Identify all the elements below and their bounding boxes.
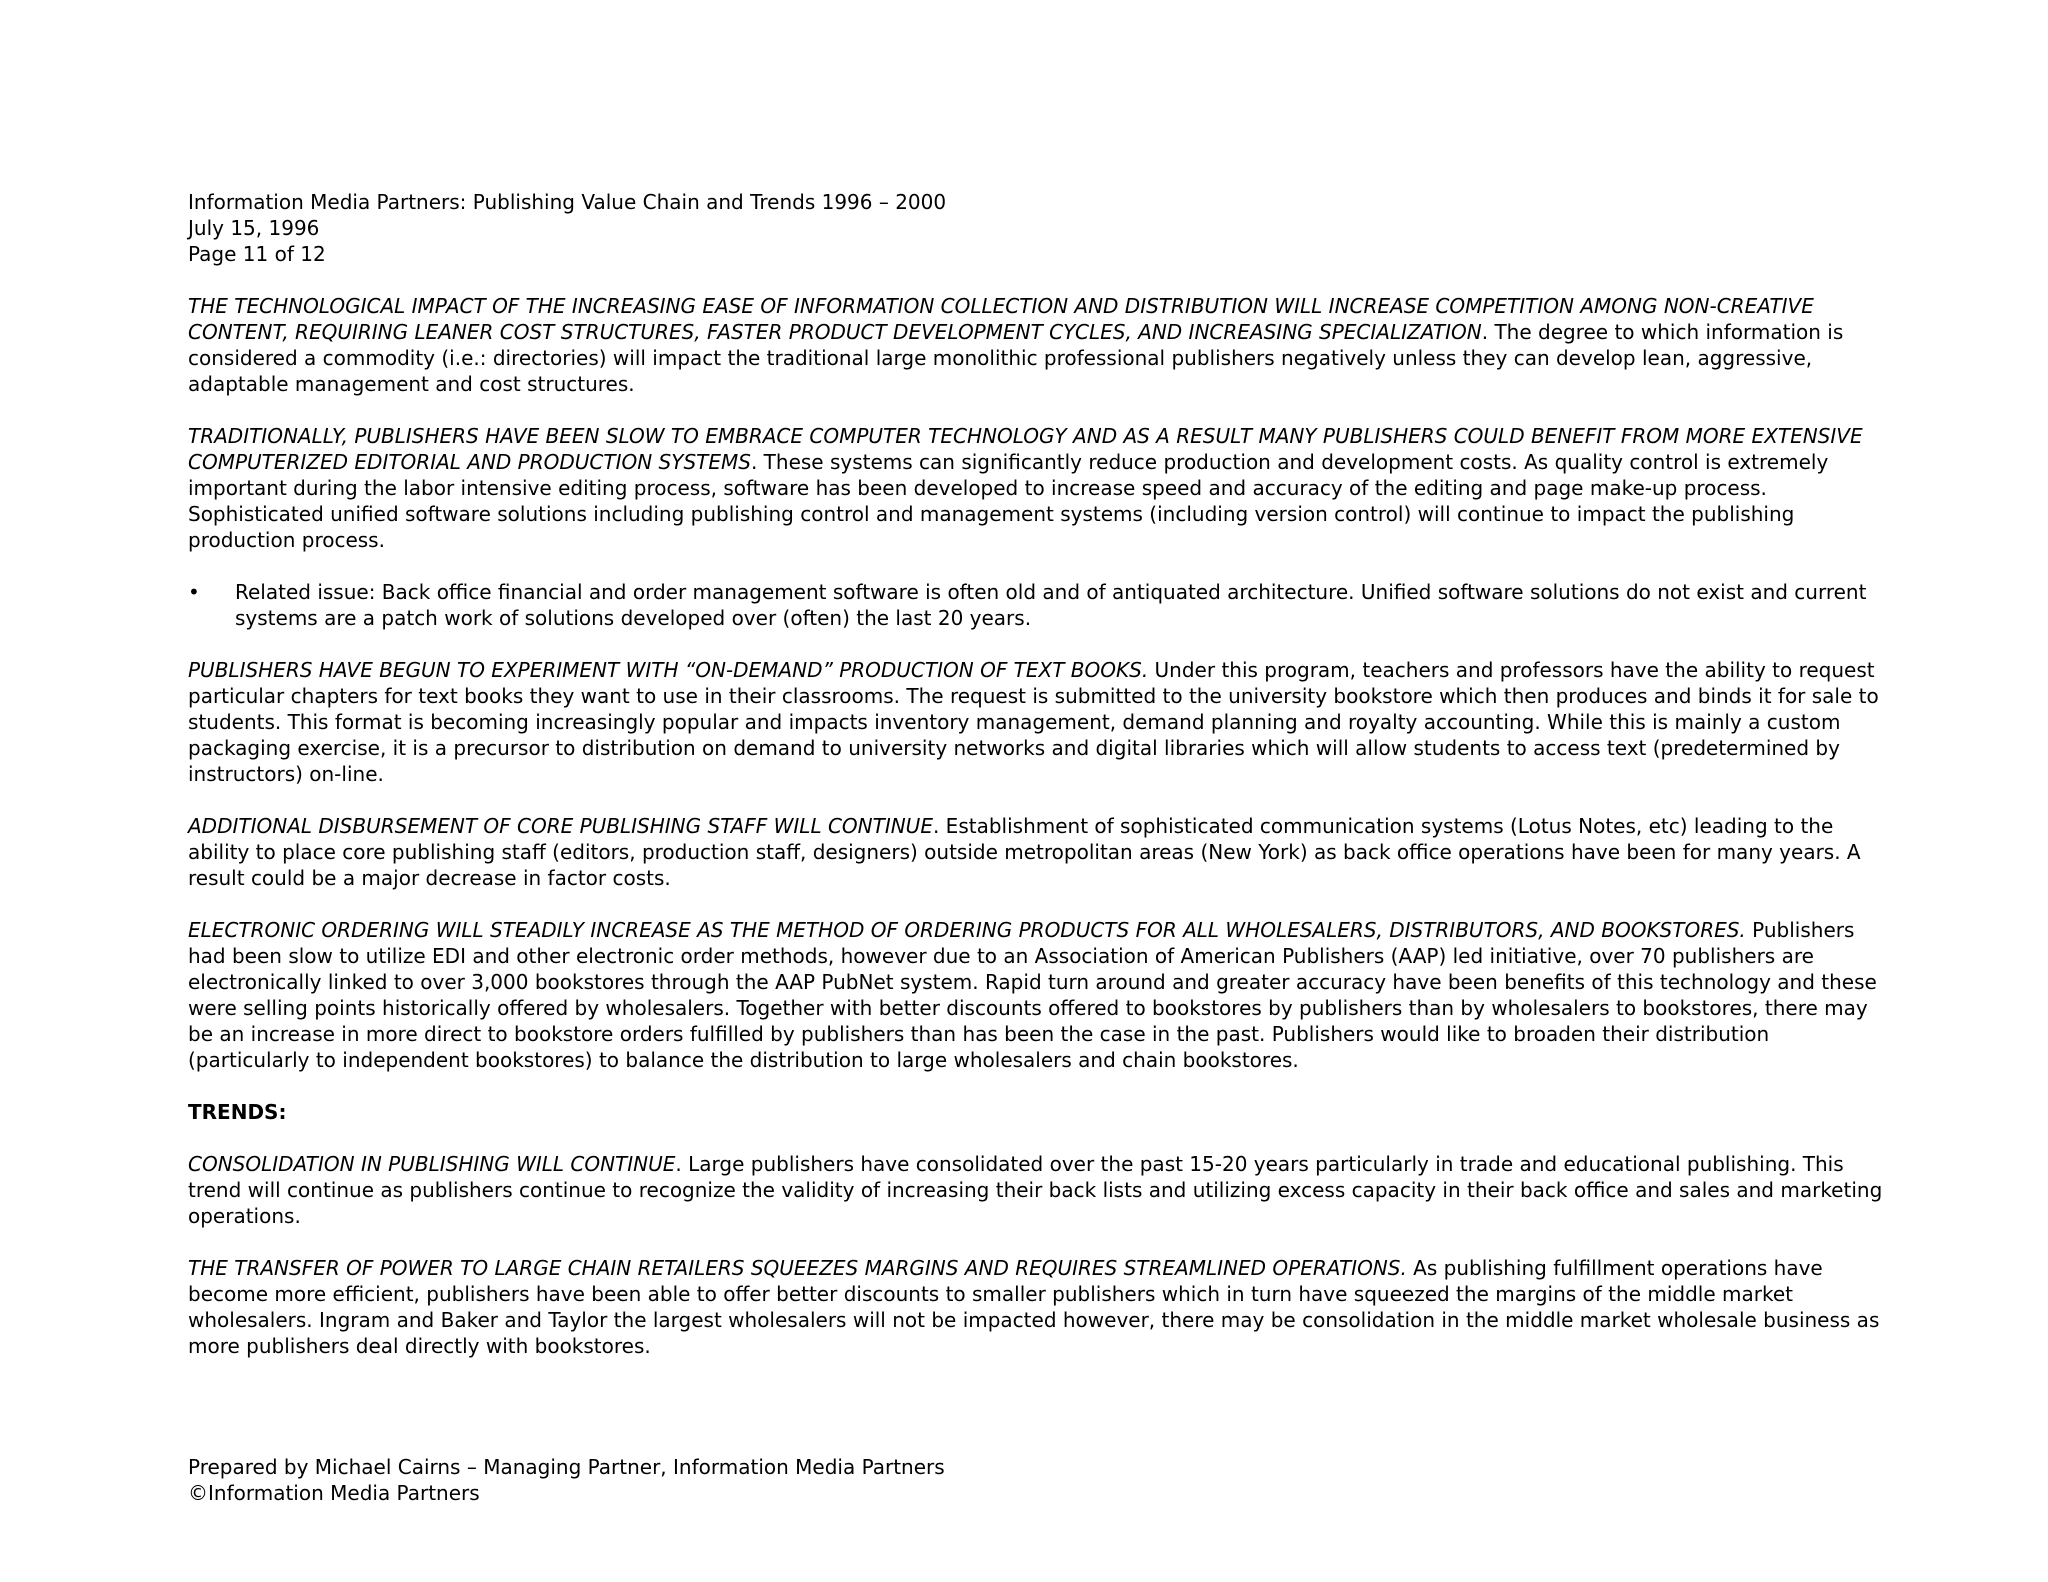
paragraph-disbursement: [188, 813, 1888, 891]
paragraph-electronic-ordering: [188, 917, 1888, 1073]
paragraph-body: . The degree to which information is considered a commodity (i.e.: directories) will impact the traditional large monolithic professional publishers negatively unless they can develop lean, aggressive, adaptable management and cost structures.: [188, 320, 1844, 396]
paragraph-body: Under this program, teachers and professors have the ability to request particular chapters for text books they want to use in their classrooms. The request is submitted to the university bookstore which then produces and binds it for sale to students. This format is becoming increasingly popular and impacts inventory management, demand planning and royalty accounting. While this is mainly a custom packaging exercise, it is a precursor to distribution on demand to university networks and digital libraries which will allow students to access text (predetermined by instructors) on-line.: [188, 658, 1879, 786]
document-header: [188, 189, 1888, 267]
document-page: [188, 189, 1888, 1359]
paragraph-chain-retailers: [188, 1255, 1888, 1359]
paragraph-lead: CONSOLIDATION IN PUBLISHING WILL CONTINUE: [188, 1152, 676, 1176]
paragraph-lead: ADDITIONAL DISBURSEMENT OF CORE PUBLISHING STAFF WILL CONTINUE: [188, 814, 933, 838]
page-number: Page 11 of 12: [188, 242, 326, 266]
trends-heading: TRENDS:: [188, 1100, 287, 1124]
paragraph-on-demand: [188, 657, 1888, 787]
document-date: July 15, 1996: [188, 216, 320, 240]
paragraph-lead: THE TECHNOLOGICAL IMPACT OF THE INCREASING EASE OF INFORMATION COLLECTION AND DISTRIBUTION WILL INCREASE COMPETITION AMONG NON-CREATIVE CONTENT, REQUIRING LEANER COST STRUCTURES, FASTER PRODUCT DEVELOPMENT CYCLES, AND INCREASING SPECIALIZATION: [188, 294, 1814, 344]
paragraph-body: As publishing fulfillment operations have become more efficient, publishers have been able to offer better discounts to smaller publishers which in turn have squeezed the margins of the middle market wholesalers. Ingram and Baker and Taylor the largest wholesalers will not be impacted however, there may be consolidation in the middle market wholesale business as more publishers deal directly with bookstores.: [188, 1256, 1880, 1358]
document-title: Information Media Partners: Publishing Value Chain and Trends 1996 – 2000: [188, 190, 947, 214]
footer-prepared-by: Prepared by Michael Cairns – Managing Partner, Information Media Partners: [188, 1455, 945, 1479]
paragraph-lead: THE TRANSFER OF POWER TO LARGE CHAIN RETAILERS SQUEEZES MARGINS AND REQUIRES STREAMLINED OPERATIONS.: [188, 1256, 1407, 1280]
paragraph-lead: TRADITIONALLY, PUBLISHERS HAVE BEEN SLOW TO EMBRACE COMPUTER TECHNOLOGY AND AS A RESULT MANY PUBLISHERS COULD BENEFIT FROM MORE EXTENSIVE COMPUTERIZED EDITORIAL AND PRODUCTION SYSTEMS: [188, 424, 1863, 474]
footer-copyright: ©Information Media Partners: [188, 1481, 480, 1505]
paragraph-computer-technology: [188, 423, 1888, 553]
paragraph-lead: ELECTRONIC ORDERING WILL STEADILY INCREASE AS THE METHOD OF ORDERING PRODUCTS FOR ALL WHOLESALERS, DISTRIBUTORS, AND BOOKSTORES.: [188, 918, 1746, 942]
document-footer: [188, 1454, 1888, 1506]
bullet-icon: •: [188, 580, 200, 604]
paragraph-consolidation: [188, 1151, 1888, 1229]
paragraph-body: Publishers had been slow to utilize EDI and other electronic order methods, however due to an Association of American Publishers (AAP) led initiative, over 70 publishers are electronically linked to over 3,000 bookstores through the AAP PubNet system. Rapid turn around and greater accuracy have been benefits of this technology and these were selling points historically offered by wholesalers. Together with better discounts offered to bookstores by publishers than by wholesalers to bookstores, there may be an increase in more direct to bookstore orders fulfilled by publishers than has been the case in the past. Publishers would like to broaden their distribution (particularly to independent bookstores) to balance the distribution to large wholesalers and chain bookstores.: [188, 918, 1877, 1072]
paragraph-body: . Establishment of sophisticated communication systems (Lotus Notes, etc) leading to the ability to place core publishing staff (editors, production staff, designers) outside metropolitan areas (New York) as back office operations have been for many years. A result could be a major decrease in factor costs.: [188, 814, 1861, 890]
paragraph-lead: PUBLISHERS HAVE BEGUN TO EXPERIMENT WITH “ON-DEMAND” PRODUCTION OF TEXT BOOKS.: [188, 658, 1149, 682]
paragraph-body: . These systems can significantly reduce production and development costs. As quality control is extremely important during the labor intensive editing process, software has been developed to increase speed and accuracy of the editing and page make-up process. Sophisticated unified software solutions including publishing control and management systems (including version control) will continue to impact the publishing production process.: [188, 450, 1829, 552]
paragraph-body: . Large publishers have consolidated over the past 15-20 years particularly in trade and educational publishing. This trend will continue as publishers continue to recognize the validity of increasing their back lists and utilizing excess capacity in their back office and sales and marketing operations.: [188, 1152, 1883, 1228]
bullet-item-related-issue: [188, 579, 1888, 631]
paragraph-technological-impact: [188, 293, 1888, 397]
bullet-text: Related issue: Back office financial and order management software is often old and of antiquated architecture. Unified software solutions do not exist and current systems are a patch work of solutions developed over (often) the last 20 years.: [235, 580, 1867, 630]
